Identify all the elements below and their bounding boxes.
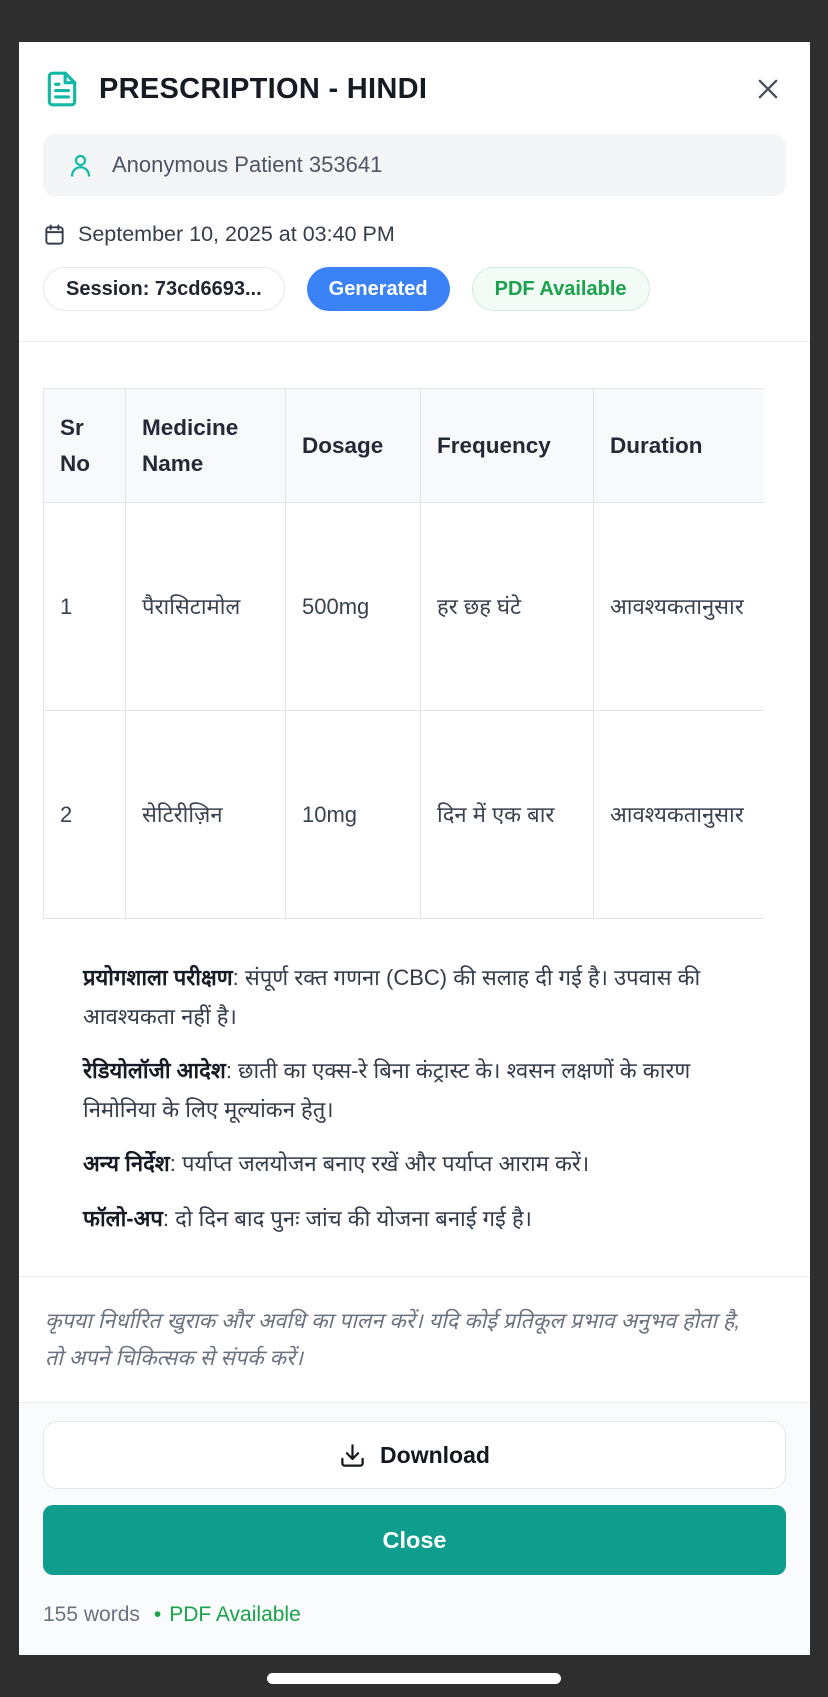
date-row — [43, 222, 786, 247]
patient-card — [43, 134, 786, 196]
section-label: फॉलो-अप — [83, 1205, 163, 1231]
section-label: रेडियोलॉजी आदेश — [83, 1058, 226, 1083]
session-badge: Session: 73cd6693... — [43, 267, 285, 311]
cell-dosage: 10mg — [286, 711, 421, 919]
cell-frequency: हर छह घंटे — [421, 503, 594, 711]
medicine-table-scroll-area[interactable] — [43, 388, 764, 919]
download-button-label: Download — [380, 1441, 490, 1468]
section-label: अन्य निर्देश — [83, 1151, 170, 1176]
prescription-datetime: September 10, 2025 at 03:40 PM — [78, 222, 395, 246]
cell-sr-no: 1 — [44, 503, 126, 711]
cell-sr-no: 2 — [44, 711, 126, 919]
bullet-separator: • — [153, 1603, 162, 1626]
column-header-duration: Duration — [594, 389, 765, 503]
pdf-available-badge: PDF Available — [472, 267, 650, 311]
modal-header — [43, 70, 786, 108]
section-text: : संपूर्ण रक्त गणना (CBC) की सलाह दी गई है। उपवास की आवश्यकता नहीं है। — [83, 965, 701, 1029]
download-icon — [339, 1442, 366, 1469]
home-indicator-bar[interactable] — [267, 1673, 561, 1684]
column-header-dosage: Dosage — [286, 389, 421, 503]
section-follow-up — [83, 1200, 766, 1239]
modal-footer — [19, 1402, 810, 1655]
section-lab-tests — [83, 959, 766, 1036]
section-text: : दो दिन बाद पुनः जांच की योजना बनाई गई है। — [162, 1205, 532, 1231]
section-text: : छाती का एक्स-रे बिना कंट्रास्ट के। श्वसन लक्षणों के कारण निमोनिया के लिए मूल्यांकन हेतु। — [83, 1058, 691, 1122]
divider — [19, 341, 810, 342]
advisory-note: कृपया निर्धारित खुराक और अवधि का पालन करें। यदि कोई प्रतिकूल प्रभाव अनुभव होता है, तो अपने चिकित्सक से संपर्क करें। — [45, 1309, 741, 1370]
pdf-status-label: PDF Available — [169, 1603, 301, 1626]
table-row — [44, 711, 765, 919]
calendar-icon — [43, 223, 66, 246]
patient-name: Anonymous Patient 353641 — [112, 152, 383, 177]
column-header-sr-no: Sr No — [44, 389, 126, 503]
cell-duration: आवश्यकतानुसार — [594, 711, 765, 919]
medicine-table — [43, 388, 764, 919]
pdf-status — [154, 1603, 301, 1627]
close-button-label: Close — [382, 1526, 447, 1553]
section-label: प्रयोगशाला परीक्षण — [83, 965, 233, 990]
cell-medicine-name: सेटिरीज़िन — [126, 711, 286, 919]
section-radiology-orders — [83, 1052, 766, 1129]
table-header-row — [44, 389, 765, 503]
close-icon[interactable] — [750, 71, 786, 107]
cell-dosage: 500mg — [286, 503, 421, 711]
badge-row — [43, 267, 786, 311]
download-button[interactable] — [43, 1421, 786, 1489]
stats-row — [43, 1603, 786, 1655]
cell-duration: आवश्यकतानुसार — [594, 503, 765, 711]
status-badge: Generated — [307, 267, 450, 311]
section-other-instructions — [83, 1145, 766, 1184]
column-header-medicine-name: Medicine Name — [126, 389, 286, 503]
cell-frequency: दिन में एक बार — [421, 711, 594, 919]
word-count: 155 words — [43, 1603, 140, 1626]
column-header-frequency: Frequency — [421, 389, 594, 503]
page-title: PRESCRIPTION - HINDI — [99, 72, 428, 105]
close-button[interactable] — [43, 1505, 786, 1575]
instruction-sections — [43, 959, 786, 1254]
section-text: : पर्याप्त जलयोजन बनाए रखें और पर्याप्त आराम करें। — [169, 1151, 590, 1176]
document-icon — [43, 70, 81, 108]
user-icon — [67, 152, 94, 179]
prescription-modal — [19, 42, 810, 1655]
table-row — [44, 503, 765, 711]
divider — [19, 1276, 810, 1277]
cell-medicine-name: पैरासिटामोल — [126, 503, 286, 711]
